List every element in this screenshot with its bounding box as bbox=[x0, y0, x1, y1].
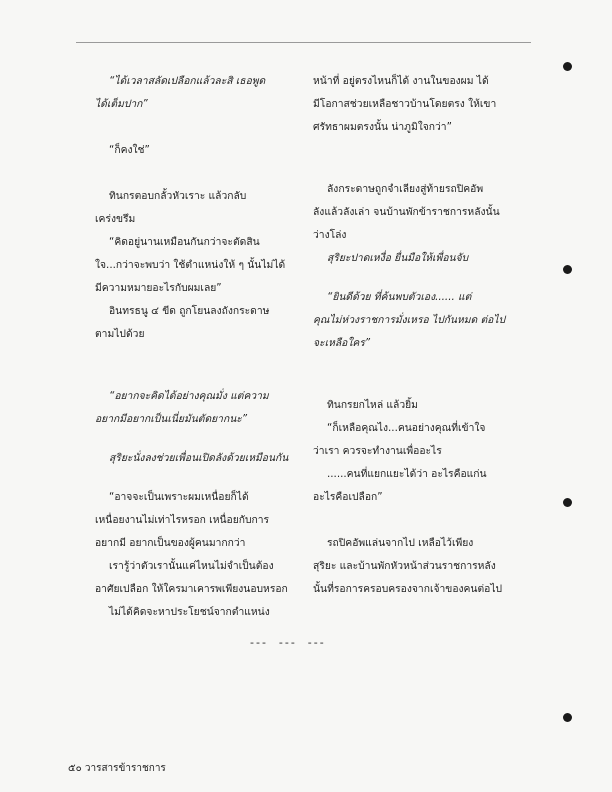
text-line: รถปิคอัพแล่นจากไป เหลือไว้เพียง bbox=[327, 537, 474, 549]
paragraph-gap bbox=[313, 139, 523, 162]
text-line: นั้นที่รอการครอบครองจากเจ้าของคนต่อไป bbox=[313, 583, 503, 595]
text-line: “อยากจะคิดได้อย่างคุณมั่ง แต่ความ bbox=[109, 390, 269, 402]
left-column bbox=[95, 70, 305, 624]
text-line: “ก็เหลือคุณไง...คนอย่างคุณที่เข้าใจ bbox=[327, 422, 486, 434]
text-line: อยากมี อยากเป็นของผู้คนมากกว่า bbox=[95, 537, 246, 549]
text-line: เคร่งขรึม bbox=[95, 213, 136, 225]
page-footer: ๕๐ วารสารข้าราชการ bbox=[68, 763, 166, 774]
paragraph-gap bbox=[95, 162, 305, 185]
text-line: “อาจจะเป็นเพราะผมเหนื่อยก็ได้ bbox=[109, 491, 249, 503]
text-line: ทินกรยกไหล่ แล้วยิ้ม bbox=[327, 399, 418, 411]
text-line: หน้าที่ อยู่ตรงไหนก็ได้ งานในของผม ได้ bbox=[313, 75, 489, 87]
text-line: เหนื่อยงานไม่เท่าไรหรอก เหนื่อยกับการ bbox=[95, 514, 270, 526]
paragraph-gap bbox=[313, 162, 523, 178]
paragraph-gap bbox=[313, 509, 523, 532]
paragraph-gap bbox=[95, 116, 305, 139]
text-line: ลังกระดาษถูกจำเลียงสู่ท้ายรถปิคอัพ bbox=[327, 183, 484, 195]
text-line: “คิดอยู่นานเหมือนกันกว่าจะตัดสิน bbox=[109, 236, 260, 248]
top-rule bbox=[76, 42, 531, 43]
paragraph-gap bbox=[95, 369, 305, 385]
text-line: ใจ...กว่าจะพบว่า ใช้ตำแหน่งให้ ๆ นั้นไม่ได้ bbox=[95, 259, 286, 271]
paragraph-gap bbox=[313, 270, 523, 286]
binder-hole-icon bbox=[563, 713, 572, 722]
text-line: ว่าเรา ควรจะทำงานเพื่ออะไร bbox=[313, 445, 442, 457]
paragraph-gap bbox=[95, 346, 305, 369]
text-line: ไม่ได้คิดจะหาประโยชน์จากตำแหน่ง bbox=[109, 606, 270, 618]
text-line: อาศัยเปลือก ให้ใครมาเคารพเพียงนอบหรอก bbox=[95, 583, 288, 595]
text-line: อยากมีอยากเป็นเนี่ยมันตัดยากนะ” bbox=[95, 413, 248, 425]
text-line: คุณไม่ห่วงราชการมั่งเหรอ ไปกันหมด ต่อไป bbox=[313, 314, 506, 326]
text-line: อินทรธนู ๔ ขีด ถูกโยนลงถังกระดาษ bbox=[109, 305, 270, 317]
text-line: “ก็คงใช่” bbox=[109, 144, 150, 156]
text-line: “ยินดีด้วย ที่ค้นพบตัวเอง...... แต่ bbox=[327, 291, 472, 303]
text-line: ศรัทธาผมตรงนั้น น่าภูมิใจกว่า” bbox=[313, 121, 452, 133]
right-column bbox=[313, 70, 523, 601]
text-line: เรารู้ว่าตัวเรานั้นแค่ไหนไม่จำเป็นต้อง bbox=[109, 560, 274, 572]
text-line: อะไรคือเปลือก” bbox=[313, 491, 383, 503]
paragraph-gap bbox=[313, 378, 523, 394]
paragraph-gap bbox=[95, 431, 305, 447]
text-line: จะเหลือใคร” bbox=[313, 337, 371, 349]
binder-hole-icon bbox=[563, 265, 572, 274]
text-line: สุริยะนั่งลงช่วยเพื่อนเปิดลังด้วยเหมือนกัน bbox=[109, 452, 289, 464]
binder-hole-icon bbox=[563, 62, 572, 71]
text-line: ตามไปด้วย bbox=[95, 328, 145, 340]
text-line: “ได้เวลาสลัดเปลือกแล้วละสิ เธอพูด bbox=[109, 75, 266, 87]
section-separator: --- --- --- bbox=[250, 636, 326, 649]
text-line: ว่างโล่ง bbox=[313, 229, 347, 241]
paragraph-gap bbox=[95, 470, 305, 486]
text-line: ......คนที่แยกแยะได้ว่า อะไรคือแก่น bbox=[327, 468, 487, 480]
text-line: ลังแล้วลังเล่า จนบ้านพักข้าราชการหลังนั้น bbox=[313, 206, 500, 218]
text-line: สุริยะ และบ้านพักหัวหน้าส่วนราชการหลัง bbox=[313, 560, 496, 572]
text-line: มีความหมายอะไรกับผมเลย” bbox=[95, 282, 222, 294]
text-line: ทินกรตอบกลั้วหัวเราะ แล้วกลับ bbox=[109, 190, 247, 202]
binder-hole-icon bbox=[563, 498, 572, 507]
text-line: ได้เต็มปาก” bbox=[95, 98, 148, 110]
text-line: สุริยะปาดเหงื่อ ยื่นมือให้เพื่อนจับ bbox=[327, 252, 469, 264]
paragraph-gap bbox=[313, 355, 523, 378]
text-line: มีโอกาสช่วยเหลือชาวบ้านโดยตรง ให้เขา bbox=[313, 98, 497, 110]
